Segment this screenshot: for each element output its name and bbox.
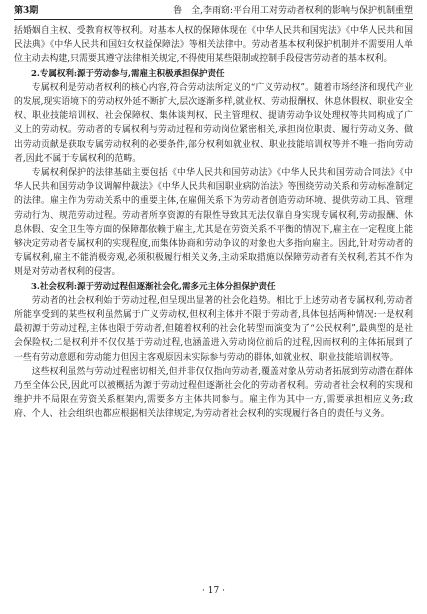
issue-number: 第3期 <box>14 6 39 16</box>
article-body <box>14 24 413 422</box>
paragraph-exclusive-rights-law: 专属权利保护的法律基础主要包括《中华人民共和国劳动法》《中华人民共和国劳动合同法》《中华人民共和国劳动争议调解仲裁法》《中华人民共和国职业病防治法》等围绕劳动关系和劳动标准制定的法律。雇主作为劳动关系中的重要主体,在雇佣关系下为劳动者创造劳动环境、提供劳动工具、管理劳动行为、规范劳动过程。劳动者所享资源的有限性导致其无法仅靠自身实现专属权利,劳动报酬、休息休假、安全卫生等方面的保障都依赖于雇主,尤其是在劳资关系不平衡的情况下,雇主在一定程度上能够决定劳动者专属权利的实现程度,而集体协商和劳动争议的对象也大多指向雇主。因此,针对劳动者的专属权利,雇主不能消极旁观,必须积极履行相关义务,主动采取措施以保障劳动者有关权利,若其不作为则是对劳动者权利的侵害。 <box>14 168 413 278</box>
paragraph-basic-rights: 括婚姻自主权、受教育权等权利。对基本人权的保障体现在《中华人民共和国宪法》《中华人民共和国民法典》《中华人民共和国妇女权益保障法》等相关法律中。劳动者基本权利保护机制并不需要用人单位主动去构建,只需要其遵守法律相关规定,不得使用某些限制或控制手段侵害劳动者的基本权利。 <box>14 26 413 65</box>
page-number: · 17 · <box>202 586 225 596</box>
running-header <box>14 6 413 20</box>
paragraph-exclusive-rights: 专属权利是劳动者权利的核心内容,符合劳动法所定义的“广义劳动权”。随着市场经济和现代产业的发展,现实语境下的劳动权外延不断扩大,层次逐渐多样,就业权、劳动报酬权、休息休假权、职业安全权、职业技能培训权、社会保障权、集体谈判权、民主管理权、提请劳动争议处理权等共同构成了广义上的劳动权。劳动者的专属权利与劳动过程和劳动岗位紧密相关,承担岗位职责、履行劳动义务、做出劳动贡献是获取专属劳动权利的必要条件,部分权利如就业权、职业技能培训权等并不唯一指向劳动者,因此不属于专属权利的范畴。 <box>14 82 413 164</box>
section-heading-exclusive-rights: 2.专属权利:源于劳动参与,需雇主积极承担保护责任 <box>31 68 225 79</box>
section-heading-social-rights: 3.社会权利:源于劳动过程但逐渐社会化,需多元主体分担保护责任 <box>31 281 276 292</box>
paragraph-social-rights: 劳动者的社会权利始于劳动过程,但呈现出显著的社会化趋势。相比于上述劳动者专属权利,劳动者所能享受到的某些权利虽然属于广义劳动权,但权利主体并不限于劳动者,具体包括两种情况:一是权利最初源于劳动过程,主体也限于劳动者,但随着权利的社会化转型而演变为了“公民权利”,最典型的是社会保险权;二是权利并不仅仅基于劳动过程,也涵盖进入劳动岗位前后的过程,因而权利的主体拓展到了一些有劳动意愿和劳动能力但因主客观原因未实际参与劳动的群体,如就业权、职业技能培训权等。 <box>14 295 413 363</box>
article-title: 鲁 全,李雨窈:平台用工对劳动者权利的影响与保护机制重塑 <box>173 6 413 16</box>
paragraph-social-rights-scope: 这些权利虽然与劳动过程密切相关,但并非仅仅指向劳动者,覆盖对象从劳动者拓展到劳动潜在群体乃至全体公民,因此可以被概括为源于劳动过程但逐渐社会化的劳动者权利。劳动者社会权利的实现和维护并不局限在劳资关系框架内,需要多方主体共同参与。雇主作为其中一方,需要承担相应义务;政府、个人、社会组织也都应根据相关法律规定,为劳动者社会权利的实现履行各自的责任与义务。 <box>14 366 413 420</box>
